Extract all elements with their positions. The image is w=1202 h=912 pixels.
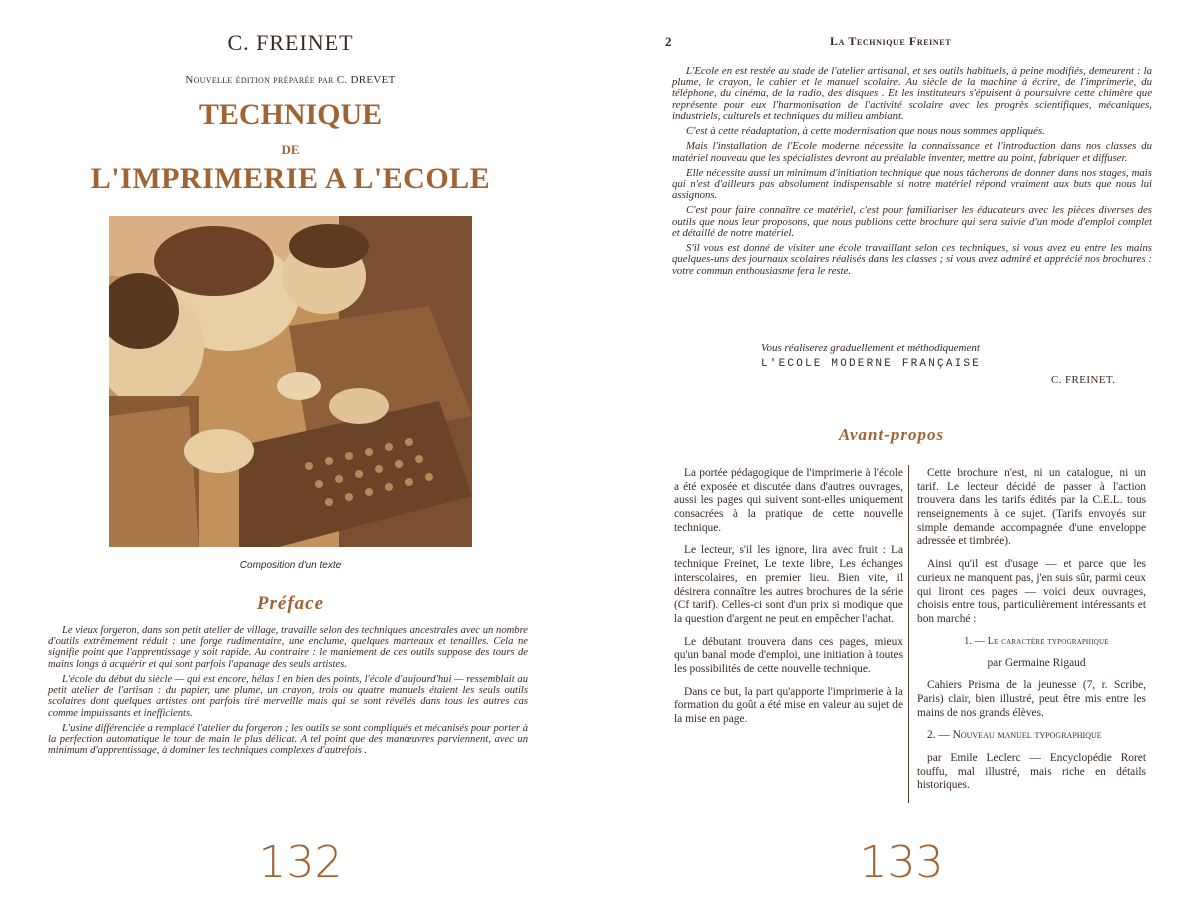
book-title-line3: L'IMPRIMERIE A L'ECOLE [90,162,491,195]
book-reference-title: 2. — Nouveau manuel typographique [927,729,1102,742]
book-reference-title: 1. — Le caractère typographique [964,635,1109,647]
column-paragraph: Le lecteur, s'il les ignore, lira avec fruit : La technique Freinet, Le texte libre, Les échanges interscolaires, en premier lieu. Bien vite, il désirera connaître les autres brochures de la série (Cf tarif). Celles-ci sont d'un prix si modique que la question d'argent ne peut en empêcher l'achat. [674,544,903,625]
column-paragraph: Ainsi qu'il est d'usage — et parce que les curieux ne manquent pas, j'en suis sûr, parmi ceux qui liront ces pages — voici deux ouvrages, choisis entre tous, particulièrement intéressants et bon marché : [917,558,1146,625]
column-paragraph: Dans ce but, la part qu'apporte l'imprimerie à la formation du goût a été mise en valeur au sujet de la mise en page. [674,685,903,725]
edition-note: Nouvelle édition préparée par C. DREVET [185,74,396,86]
intro-paragraph: Mais l'installation de l'Ecole moderne nécessite la connaissance et l'introduction dans nos classes du matériel nouveau que les spécialistes devront au préalable inventer, mettre au point, fabriquer et diffuser. [672,140,1152,164]
photo-illustration [109,216,472,547]
preface-heading: Préface [256,593,325,614]
page-number-right: 133 [859,837,944,888]
running-page-number: 2 [665,34,672,49]
signature-name: C. FREINET. [1051,374,1116,386]
intro-paragraph: Elle nécessite aussi un minimum d'initiation technique que nous tâcherons de donner dans nos stages, mais qui n'est d'ailleurs pas absolument indispensable si notre matériel répond vraiment aux buts que nous lui assignons. [672,166,1152,202]
intro-paragraph: C'est à cette réadaptation, à cette modernisation que nous nous sommes appliqués. [686,125,1045,138]
book-reference-description: Cahiers Prisma de la jeunesse (7, r. Scribe, Paris) clair, bien illustré, peut être mis entre les mains de nos grands élèves. [917,679,1146,719]
book-reference-author: par Germaine Rigaud [987,656,1086,669]
preface-paragraph: L'école du début du siècle — qui est encore, hélas ! en bien des points, l'école d'aujourd'hui — ressemblait au petit atelier de l'artisan : du papier, une plume, un crayon, trois ou quatre manuels étaient les seuls outils scolaires dont quelques artistes ont parfois tiré merveille mais qui se sont révélés dans tous les autres cas comme impuissants et inefficients. [48,673,528,719]
preface-body [48,625,528,760]
intro-paragraph: C'est pour faire connaître ce matériel, c'est pour familiariser les éducateurs avec les pièces diverses des outils que nous leur proposons, que nous publions cette brochure qui sera suivie d'un mode d'emploi complet et détaillé de notre matériel. [672,204,1152,239]
avant-propos-column-right [917,467,1146,802]
book-reference-description: par Emile Leclerc — Encyclopédie Roret touffu, mal illustré, mais riche en détails historiques. [917,752,1146,792]
preface-paragraph: Le vieux forgeron, dans son petit atelier de village, travaille selon des techniques ancestrales avec un nombre d'outils extrêmement réduit : une forge rudimentaire, une enclume, quelques marteaux et tenailles. Cela ne signifie point que l'apprentissage y soit rapide. Au contraire : le maniement de ces outils suppose des tours de mains longs à acquérir et qui sont parfois l'apanage des seuls artistes. [48,625,528,670]
column-paragraph: Cette brochure n'est, ni un catalogue, ni un tarif. Le lecteur décidé de passer à l'action trouvera dans les tarifs édités par la C.E.L. tous renseignements à ce sujet. (Tarifs envoyés sur simple demande accompagnée d'une enveloppe adressée et timbrée). [917,467,1146,548]
photo-children-typesetting [109,216,472,547]
intro-paragraph: L'Ecole en est restée au stade de l'atelier artisanal, et ses outils habituels, à peine modifiés, demeurent : la plume, le crayon, le cahier et le manuel scolaire. Au siècle de la machine à écrire, de l'imprimerie, du téléphone, du cinéma, de la radio, des disques . Et les instituteurs s'épuisent à poursuivre cette chimère que représente pour eux l'harmonisation de l'activité scolaire avec les progrès scientifiques, mécaniques, industriels, culturels et techniques du milieu ambiant. [672,65,1152,122]
closing-line: Vous réaliserez graduellement et méthodiquement [761,342,980,354]
avant-propos-column-left [674,467,903,736]
running-header-title: La Technique Freinet [830,34,952,48]
column-paragraph: La portée pédagogique de l'imprimerie à l'école a été exposée et discutée dans d'autres ouvrages, aussi les pages qui suivent sont-elles uniquement consacrées à la pratique de cette nouvelle technique. [674,467,903,534]
page-number-left: 132 [258,837,343,888]
book-title-line1: TECHNIQUE [198,98,383,131]
book-title-line2: DE [281,142,300,157]
intro-paragraph: S'il vous est donné de visiter une école travaillant selon ces techniques, si vous avez eu entre les mains quelques-uns des journaux scolaires réalisés dans les classes ; si vous avez admiré et apprécié nos brochures : votre commun enthousiasme fera le reste. [672,242,1152,277]
preface-paragraph: L'usine différenciée a remplacé l'atelier du forgeron ; les outils se sont compliqués et mécanisés pour porter à la perfection automatique le tour de main le plus délicat. A tel point que des manœuvres parviennent, avec un minimum d'apprentissage, à dominer les techniques complexes d'autrefois . [48,722,528,757]
intro-text [672,66,1152,281]
author-name: C. FREINET [227,30,354,55]
column-paragraph: Le débutant trouvera dans ces pages, mieux qu'un banal mode d'emploi, une initiation à toutes les possibilités de cette nouvelle technique. [674,635,903,675]
signature-organization: L'ECOLE MODERNE FRANÇAISE [761,358,982,370]
avant-propos-heading: Avant-propos [838,425,945,444]
right-page [601,0,1202,912]
column-divider [908,465,909,803]
photo-caption: Composition d'un texte [239,560,342,571]
